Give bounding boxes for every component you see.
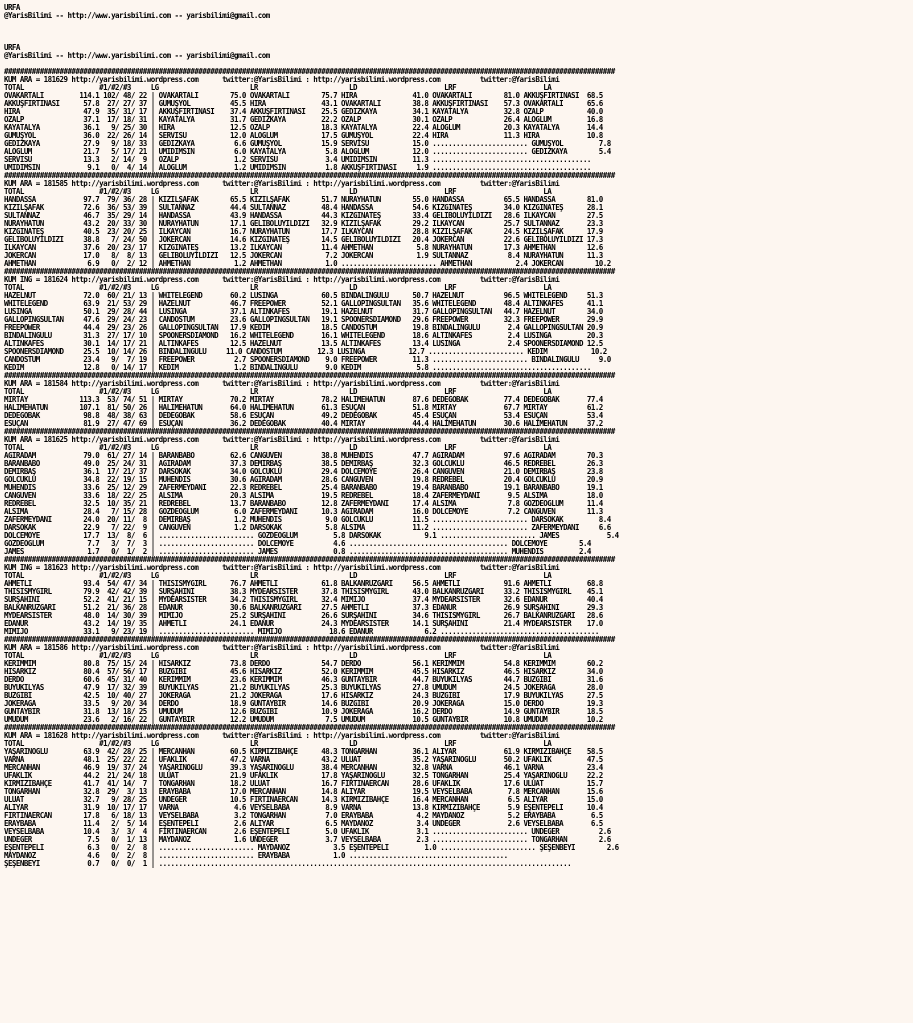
text-line: MÜHENDİS 33.6 25/ 12/ 29 | ZAFERMEYDANI 22.3 REDREBEL 25.4 BARANBABO 19.4 BARANBABO 19.1 BARANBABO 19.1 xyxy=(4,484,603,492)
text-line: UFAKLIK 44.2 21/ 24/ 18 | ULUAT 21.9 UFAKLIK 17.8 YAŞARINOĞLU 32.5 TONGARHAN 25.4 YAŞARINOĞLU 22.2 xyxy=(4,772,603,780)
text-line: TOTAL #1/#2/#3 LG LR LD LRF LA xyxy=(4,444,552,452)
text-line: WHITELEGEND 63.9 21/ 53/ 29 | HAZELNUT 46.7 FREEPOWER 52.1 GALLOPINGSULTAN 35.6 WHITELEGEND 48.4 ALTINKAFES 41.1 xyxy=(4,300,603,308)
separator-line: ########################################################################################################################################################## xyxy=(4,556,615,564)
text-line: GELİBOLUYILDIZI 38.8 7/ 24/ 50 | JOKERCAN 14.6 KIZGINATEŞ 14.5 GELİBOLUYILDIZI 20.4 JOKERCAN 22.6 GELİBOLUYILDIZI 17.3 xyxy=(4,236,603,244)
text-line: HİSARKIZ 80.4 57/ 56/ 17 | BUZGİBİ 45.6 HİSARKIZ 52.0 KERİMMİM 45.5 HİSARKIZ 46.5 HİSARKIZ 34.0 xyxy=(4,668,603,676)
text-line: NURAYHATUN 43.2 20/ 33/ 30 | NURAYHATUN 17.1 GELİBOLUYILDIZI 32.9 KIZILŞAFAK 29.2 İLKAYCAN 25.7 SULTANNAZ 23.3 xyxy=(4,220,603,228)
text-line: TOTAL #1/#2/#3 LG LR LD LRF LA xyxy=(4,572,552,580)
text-line: ALOGLUM 21.7 5/ 17/ 21 | ÜMİDİMSİN 6.0 KAYATALYA 5.8 ALOGLUM 12.0 ........................ GEDİZKAYA 5.4 xyxy=(4,148,611,156)
text-line: KAYATALYA 36.1 9/ 25/ 30 | HIRA 12.5 ÖZALP 18.3 KAYATALYA 22.4 ALOGLUM 20.3 KAYATALYA 14.4 xyxy=(4,124,603,132)
text-line: BINDALINGÜLÜ 31.3 27/ 17/ 10 | SPOONERSDIAMOND 16.2 WHITELEGEND 16.1 WHITELEGEND 18.6 ALTINKAFES 2.4 LUSINGA 20.3 xyxy=(4,332,603,340)
text-line: BÜYÜKİLYAS 47.9 17/ 32/ 39 | BÜYÜKİLYAS 21.2 BÜYÜKİLYAS 25.3 BÜYÜKİLYAS 27.8 UMUDUM 24.5 JOKERAGA 28.0 xyxy=(4,684,603,692)
text-line: GOZDEOGLUM 7.7 3/ 7/ 3 | ........................ DOLCEMOYE 4.6 ........................................ DOLCEMOYE 5.4 xyxy=(4,540,591,548)
text-line: ERAYBABA 11.4 2/ 5/ 14 | EŞENTEPELİ 2.6 ALİYAR 6.5 MAYDANOZ 3.4 ÜNDEGER 2.6 VEYSELBABA 6.5 xyxy=(4,820,603,828)
separator-line: ########################################################################################################################################################## xyxy=(4,268,615,276)
separator-line: ########################################################################################################################################################## xyxy=(4,724,615,732)
text-line: TOTAL #1/#2/#3 LG LR LD LRF LA xyxy=(4,652,552,660)
text-line: DEDEGOBAK 98.8 48/ 38/ 63 | DEDEGOBAK 58.6 ESUÇAN 49.2 DEDEGOBAK 45.4 ESUÇAN 53.4 ESUÇAN 53.4 xyxy=(4,412,603,420)
text-line: OVAKARTALI 114.1 102/ 48/ 22 | OVAKARTALI 75.0 OVAKARTALI 75.7 HIRA 41.0 OVAKARTALI 81.0 AKKUŞFIRTINASI 68.5 xyxy=(4,92,603,100)
text-line: THISISMYGIRL 79.9 42/ 42/ 39 | SURŞAHİNİ 38.3 MYDEARSISTER 37.8 THISISMYGIRL 43.0 BALKANRÜZGARI 33.2 THISISMYGIRL 45.1 xyxy=(4,588,603,596)
text-line: TONGARHAN 32.8 29/ 3/ 13 | ERAYBABA 17.0 MERCANHAN 14.8 ALİYAR 19.5 VEYSELBABA 7.8 MERCANHAN 15.6 xyxy=(4,788,603,796)
text-line: KIRMIZIBAHÇE 41.7 41/ 14/ 7 | TONGARHAN 18.2 ULUAT 16.7 FIRTINAERCAN 28.6 UFAKLIK 17.6 ULUAT 15.7 xyxy=(4,780,603,788)
text-line: ALTINKAFES 30.1 14/ 17/ 21 | ALTINKAFES 12.5 HAZELNUT 13.5 ALTINKAFES 13.4 LUSINGA 2.4 SPOONERSDIAMOND 12.5 xyxy=(4,340,603,348)
race-header-line: KUM ARA = 181586 http://yarisbilimi.wordpress.com twitter:@YarisBilimi : http://yarisbilimi.wordpress.com twitter:@YarisBilimi xyxy=(4,644,560,652)
race-header-line: KUM ARA = 181585 http://yarisbilimi.wordpress.com twitter:@YarisBilimi : http://yarisbilimi.wordpress.com twitter:@YarisBilimi xyxy=(4,180,560,188)
text-line: TOTAL #1/#2/#3 LG LR LD LRF LA xyxy=(4,84,552,92)
text-line: REDREBEL 32.5 10/ 35/ 21 | REDREBEL 13.7 BARANBABO 12.8 ZAFERMEYDANI 17.4 ALSIMA 7.8 GOZDEOGLUM 11.4 xyxy=(4,500,603,508)
text-line: UMUDUM 23.6 2/ 16/ 22 | GÜNTAYBİR 12.2 UMUDUM 7.5 UMUDUM 10.5 GÜNTAYBİR 10.8 UMUDUM 10.2 xyxy=(4,716,603,724)
text-line: SERVİSU 13.3 2/ 14/ 9 | ÖZALP 1.2 SERVİSU 3.4 ÜMİDİMSİN 11.3 ........................................ xyxy=(4,156,591,164)
text-line: JAMES 1.7 0/ 1/ 2 | ........................ JAMES 0.8 ........................................ MÜHENDİS 2.4 xyxy=(4,548,591,556)
text-line: BALKANRÜZGARI 51.2 21/ 36/ 28 | EDANUR 30.6 BALKANRÜZGARI 27.5 AHMETLİ 37.3 EDANUR 26.9 SURŞAHİNİ 29.3 xyxy=(4,604,603,612)
text-line: AKKUŞFIRTINASI 57.8 27/ 27/ 37 | GÜMÜŞYOL 45.5 HIRA 43.1 OVAKARTALI 38.8 AKKUŞFIRTINASI 57.3 OVAKARTALI 65.6 xyxy=(4,100,603,108)
race-header-line: KUM ING = 181623 http://yarisbilimi.wordpress.com twitter:@YarisBilimi : http://yarisbilimi.wordpress.com twitter:@YarisBilimi xyxy=(4,564,560,572)
text-line: GÜNTAYBİR 31.8 13/ 18/ 25 | UMUDUM 12.6 BUZGİBİ 10.9 JOKERAGA 16.2 DERDO 14.9 GÜNTAYBİR 18.5 xyxy=(4,708,603,716)
separator-line: ########################################################################################################################################################## xyxy=(4,372,615,380)
race-header-line: KUM ARA = 181629 http://yarisbilimi.wordpress.com twitter:@YarisBilimi : http://yarisbilimi.wordpress.com twitter:@YarisBilimi xyxy=(4,76,560,84)
text-line: HALİMEHATUN 107.1 81/ 50/ 26 | HALİMEHATUN 64.0 HALİMEHATUN 61.3 ESUÇAN 51.8 MİRTAY 67.7 MİRTAY 61.2 xyxy=(4,404,603,412)
race-header-line: KUM ARA = 181584 http://yarisbilimi.wordpress.com twitter:@YarisBilimi : http://yarisbilimi.wordpress.com twitter:@YarisBilimi xyxy=(4,380,560,388)
text-line: AHMETLİ 93.4 54/ 47/ 34 | THISISMYGIRL 76.7 AHMETLİ 61.8 BALKANRÜZGARI 56.5 AHMETLİ 91.6 AHMETLİ 68.8 xyxy=(4,580,603,588)
text-line: ULUAT 32.7 9/ 28/ 25 | ÜNDEGER 10.5 FIRTINAERCAN 14.3 KIRMIZIBAHÇE 16.4 MERCANHAN 6.5 ALİYAR 15.0 xyxy=(4,796,603,804)
text-line: VEYSELBABA 10.4 3/ 3/ 4 | FIRTINAERCAN 2.6 EŞENTEPELİ 5.0 UFAKLIK 3.1 ........................ ÜNDEGER 2.6 xyxy=(4,828,611,836)
text-line: BARANBABO 49.0 25/ 24/ 31 | AĞIRADAM 37.3 DEMİRBAŞ 38.5 DEMİRBAŞ 32.3 GÖLCÜKLÜ 46.5 REDREBEL 26.3 xyxy=(4,460,603,468)
text-line: GALLOPINGSULTAN 47.6 29/ 24/ 23 | CANDOSTUM 23.6 GALLOPINGSULTAN 19.1 SPOONERSDIAMOND 29.6 FREEPOWER 32.3 FREEPOWER 29.9 xyxy=(4,316,603,324)
text-line: SULTANNAZ 46.7 35/ 29/ 14 | HANDASSA 43.9 HANDASSA 44.3 KIZGINATEŞ 33.4 GELİBOLUYILDIZI 28.6 İLKAYCAN 27.5 xyxy=(4,212,603,220)
text-line: KERİMMİM 80.8 75/ 15/ 24 | HİSARKIZ 73.8 DERDO 54.7 DERDO 56.1 KERİMMİM 54.8 KERİMMİM 60.2 xyxy=(4,660,603,668)
text-line: GEDİZKAYA 27.9 9/ 18/ 33 | GEDİZKAYA 6.6 GÜMÜŞYOL 15.9 SERVİSU 15.0 ........................ GÜMÜŞYOL 7.8 xyxy=(4,140,611,148)
text-line: MYDEARSISTER 48.0 14/ 30/ 39 | MİMİJO 25.2 SURŞAHİNİ 26.6 SURŞAHİNİ 34.6 THISISMYGIRL 26.7 BALKANRÜZGARI 28.6 xyxy=(4,612,603,620)
text-line: SURŞAHİNİ 52.2 41/ 21/ 15 | MYDEARSISTER 34.2 THISISMYGIRL 32.4 MİMİJO 37.4 MYDEARSISTER 32.6 EDANUR 40.4 xyxy=(4,596,603,604)
text-line: ŞEŞENBEYİ 0.7 0/ 0/ 1 | ........................................................................................................ xyxy=(4,860,572,868)
text-line: YAŞARINOĞLU 63.9 42/ 28/ 25 | MERCANHAN 60.5 KIRMIZIBAHÇE 48.3 TONGARHAN 36.1 ALİYAR 61.9 KIRMIZIBAHÇE 58.5 xyxy=(4,748,603,756)
separator-line: ########################################################################################################################################################## xyxy=(4,172,615,180)
race-header-line: KUM ARA = 181628 http://yarisbilimi.wordpress.com twitter:@YarisBilimi : http://yarisbilimi.wordpress.com twitter:@YarisBilimi xyxy=(4,732,560,740)
text-line: EŞENTEPELİ 6.3 0/ 2/ 8 | ........................ MAYDANOZ 3.5 EŞENTEPELİ 1.0 ........................ ŞEŞENBEYİ 2.6 xyxy=(4,844,619,852)
text-line: ZAFERMEYDANI 24.0 20/ 11/ 8 | DEMİRBAŞ 1.2 MÜHENDİS 9.0 GÖLCÜKLÜ 11.5 ........................ DARSOKAK 8.4 xyxy=(4,516,611,524)
text-line: BUZGİBİ 42.5 10/ 40/ 27 | JOKERAGA 21.2 JOKERAGA 17.6 HİSARKIZ 24.3 BUZGİBİ 17.9 BÜYÜKİLYAS 27.5 xyxy=(4,692,603,700)
text-line: HAZELNUT 72.0 60/ 21/ 13 | WHITELEGEND 60.2 LUSINGA 60.5 BINDALINGÜLÜ 50.7 HAZELNUT 96.5 WHITELEGEND 51.3 xyxy=(4,292,603,300)
text-line: İLKAYCAN 37.6 20/ 23/ 17 | KIZGINATEŞ 13.2 İLKAYCAN 11.4 AHMETHAN 5.8 NURAYHATUN 17.3 AHMETHAN 12.6 xyxy=(4,244,603,252)
text-line: AHMETHAN 6.9 0/ 2/ 12 | AHMETHAN 1.2 AHMETHAN 1.0 ........................ AHMETHAN 2.4 JOKERCAN 10.2 xyxy=(4,260,611,268)
text-line: JOKERCAN 17.0 8/ 8/ 13 | GELİBOLUYILDIZI 12.5 JOKERCAN 7.2 JOKERCAN 1.9 SULTANNAZ 8.4 NURAYHATUN 11.3 xyxy=(4,252,603,260)
text-line: GÖLCÜKLÜ 34.8 22/ 19/ 15 | MÜHENDİS 30.6 AĞIRADAM 28.6 CANGUVEN 19.8 REDREBEL 20.4 GÖLCÜKLÜ 20.9 xyxy=(4,476,603,484)
text-line: GÜMÜŞYOL 36.0 22/ 26/ 14 | SERVİSU 12.0 ALOGLUM 17.5 GÜMÜŞYOL 22.4 HIRA 11.3 HIRA 10.8 xyxy=(4,132,603,140)
text-line xyxy=(4,28,909,36)
text-line: MAYDANOZ 4.6 0/ 2/ 8 | ........................ ERAYBABA 1.0 ........................................ xyxy=(4,852,508,860)
race-header-line: KUM ARA = 181625 http://yarisbilimi.wordpress.com twitter:@YarisBilimi : http://yarisbilimi.wordpress.com twitter:@YarisBilimi xyxy=(4,436,560,444)
text-line: ÜMİDİMSİN 9.1 0/ 4/ 14 | ALOGLUM 1.2 ÜMİDİMSİN 1.8 AKKUŞFIRTINASI 1.9 ........................................ xyxy=(4,164,591,172)
text-line: KEDİM 12.8 0/ 14/ 17 | KEDİM 1.2 BINDALINGÜLÜ 9.0 KEDİM 5.8 ........................................ xyxy=(4,364,591,372)
text-line: MİMİJO 33.1 9/ 23/ 19 | ........................ MİMİJO 18.6 EDANUR 6.2 ........................................ xyxy=(4,628,599,636)
text-line: DOLCEMOYE 17.7 13/ 8/ 6 | ........................ GOZDEOGLUM 5.8 DARSOKAK 9.1 ........................ JAMES 5.4 xyxy=(4,532,619,540)
text-line: URFA xyxy=(4,4,20,12)
text-line: TOTAL #1/#2/#3 LG LR LD LRF LA xyxy=(4,284,552,292)
text-line xyxy=(4,20,909,28)
text-line xyxy=(4,36,909,44)
text-line: VARNA 48.1 25/ 22/ 22 | UFAKLIK 47.2 VARNA 43.2 ULUAT 35.2 YAŞARINOĞLU 50.2 UFAKLIK 47.5 xyxy=(4,756,603,764)
text-line: ESUÇAN 81.9 27/ 47/ 69 | ESUÇAN 36.2 DEDEGOBAK 40.4 MİRTAY 44.4 HALİMEHATUN 30.6 HALİMEHATUN 37.2 xyxy=(4,420,603,428)
text-line: ALSIMA 28.4 7/ 15/ 28 | GOZDEOGLUM 6.0 ZAFERMEYDANI 10.3 AĞIRADAM 16.0 DOLCEMOYE 7.2 CANGUVEN 11.3 xyxy=(4,508,603,516)
text-line: DERDO 60.6 45/ 31/ 40 | KERİMMİM 23.6 KERİMMİM 46.3 GÜNTAYBİR 44.7 BÜYÜKİLYAS 44.7 BUZGİBİ 31.6 xyxy=(4,676,603,684)
text-line: ALİYAR 31.9 10/ 17/ 17 | VARNA 4.6 VEYSELBABA 8.9 VARNA 13.8 KIRMIZIBAHÇE 5.9 EŞENTEPELİ 10.4 xyxy=(4,804,603,812)
text-line: @YarisBilimi -- http://www.yarisbilimi.com -- yarisbilimi@gmail.com xyxy=(4,52,270,60)
text-line: HIRA 47.9 35/ 31/ 17 | AKKUŞFIRTINASI 37.4 AKKUŞFIRTINASI 25.5 GEDİZKAYA 34.1 KAYATALYA 32.8 ÖZALP 40.0 xyxy=(4,108,603,116)
text-line: ÖZALP 37.1 17/ 18/ 31 | KAYATALYA 31.7 GEDİZKAYA 22.2 ÖZALP 30.1 ÖZALP 26.4 ALOGLUM 16.8 xyxy=(4,116,603,124)
text-line: @YarisBilimi -- http://www.yarisbilimi.com -- yarisbilimi@gmail.com xyxy=(4,12,270,20)
text-line: AĞIRADAM 79.0 61/ 27/ 14 | BARANBABO 62.6 CANGUVEN 38.8 MÜHENDİS 47.7 AĞIRADAM 97.6 AĞIRADAM 70.3 xyxy=(4,452,603,460)
separator-line: ########################################################################################################################################################## xyxy=(4,68,615,76)
text-line: CANDOSTUM 23.4 9/ 7/ 19 | FREEPOWER 2.7 SPOONERSDIAMOND 9.0 FREEPOWER 11.3 ........................ BINDALINGÜLÜ 9.0 xyxy=(4,356,611,364)
text-line: JOKERAGA 33.5 9/ 20/ 34 | DERDO 18.9 GÜNTAYBİR 14.6 BUZGİBİ 20.9 JOKERAGA 15.0 DERDO 19.3 xyxy=(4,700,603,708)
text-line: SPOONERSDIAMOND 25.5 10/ 14/ 26 | BINDALINGÜLÜ 11.0 CANDOSTUM 12.3 LUSINGA 12.7 ........................ KEDİM 10.2 xyxy=(4,348,607,356)
text-line: TOTAL #1/#2/#3 LG LR LD LRF LA xyxy=(4,740,552,748)
text-line: FREEPOWER 44.4 29/ 23/ 26 | GALLOPINGSULTAN 17.9 KEDİM 18.5 CANDOSTUM 19.8 BINDALINGÜLÜ 2.4 GALLOPINGSULTAN 20.9 xyxy=(4,324,603,332)
separator-line: ########################################################################################################################################################## xyxy=(4,636,615,644)
text-line: ÜNDEGER 7.5 0/ 1/ 13 | MAYDANOZ 1.6 ÜNDEGER 3.7 VEYSELBABA 2.3 ........................ TONGARHAN 2.6 xyxy=(4,836,611,844)
text-line: EDANUR 43.2 14/ 19/ 35 | AHMETLİ 24.1 EDANUR 24.3 MYDEARSISTER 14.1 SURŞAHİNİ 21.4 MYDEARSISTER 17.0 xyxy=(4,620,603,628)
text-line: KIZILŞAFAK 72.6 36/ 53/ 39 | SULTANNAZ 44.4 SULTANNAZ 48.4 HANDASSA 54.6 KIZGINATEŞ 34.0 KIZGINATEŞ 28.1 xyxy=(4,204,603,212)
text-line: FIRTINAERCAN 17.8 6/ 18/ 13 | VEYSELBABA 3.2 TONGARHAN 7.0 ERAYBABA 4.2 MAYDANOZ 5.2 ERAYBABA 6.5 xyxy=(4,812,603,820)
text-line: DEMİRBAŞ 36.1 17/ 21/ 37 | DARSOKAK 34.0 GÖLCÜKLÜ 29.4 DOLCEMOYE 26.4 CANGUVEN 21.0 DEMİRBAŞ 23.8 xyxy=(4,468,603,476)
text-line xyxy=(4,60,909,68)
text-line: LUSINGA 50.1 29/ 28/ 44 | LUSINGA 37.1 ALTINKAFES 19.1 HAZELNUT 31.7 GALLOPINGSULTAN 44.7 HAZELNUT 34.0 xyxy=(4,308,603,316)
text-line: TOTAL #1/#2/#3 LG LR LD LRF LA xyxy=(4,388,552,396)
text-line: TOTAL #1/#2/#3 LG LR LD LRF LA xyxy=(4,188,552,196)
text-line: MİRTAY 113.3 53/ 74/ 51 | MİRTAY 70.2 MİRTAY 78.2 HALİMEHATUN 87.6 DEDEGOBAK 77.4 DEDEGOBAK 77.4 xyxy=(4,396,603,404)
text-line: KIZGINATEŞ 40.5 23/ 20/ 25 | İLKAYCAN 16.7 NURAYHATUN 17.7 İLKAYCAN 28.8 KIZILŞAFAK 24.5 KIZILŞAFAK 17.9 xyxy=(4,228,603,236)
text-line: MERCANHAN 46.9 19/ 37/ 24 | YAŞARINOĞLU 39.3 YAŞARINOĞLU 38.4 MERCANHAN 32.8 VARNA 46.1 VARNA 23.4 xyxy=(4,764,603,772)
text-line: DARSOKAK 22.9 7/ 22/ 9 | CANGUVEN 1.2 DARSOKAK 5.8 ALSIMA 11.2 ........................ ZAFERMEYDANI 6.6 xyxy=(4,524,611,532)
separator-line: ########################################################################################################################################################## xyxy=(4,428,615,436)
text-line: HANDASSA 97.7 79/ 36/ 28 | KIZILŞAFAK 65.5 KIZILŞAFAK 51.7 NURAYHATUN 55.0 HANDASSA 65.5 HANDASSA 81.0 xyxy=(4,196,603,204)
text-line: CANGUVEN 33.6 18/ 22/ 25 | ALSIMA 20.3 ALSIMA 19.5 REDREBEL 18.4 ZAFERMEYDANI 9.5 ALSIMA 18.0 xyxy=(4,492,603,500)
race-header-line: KUM ING = 181624 http://yarisbilimi.wordpress.com twitter:@YarisBilimi : http://yarisbilimi.wordpress.com twitter:@YarisBilimi xyxy=(4,276,560,284)
text-line: URFA xyxy=(4,44,20,52)
